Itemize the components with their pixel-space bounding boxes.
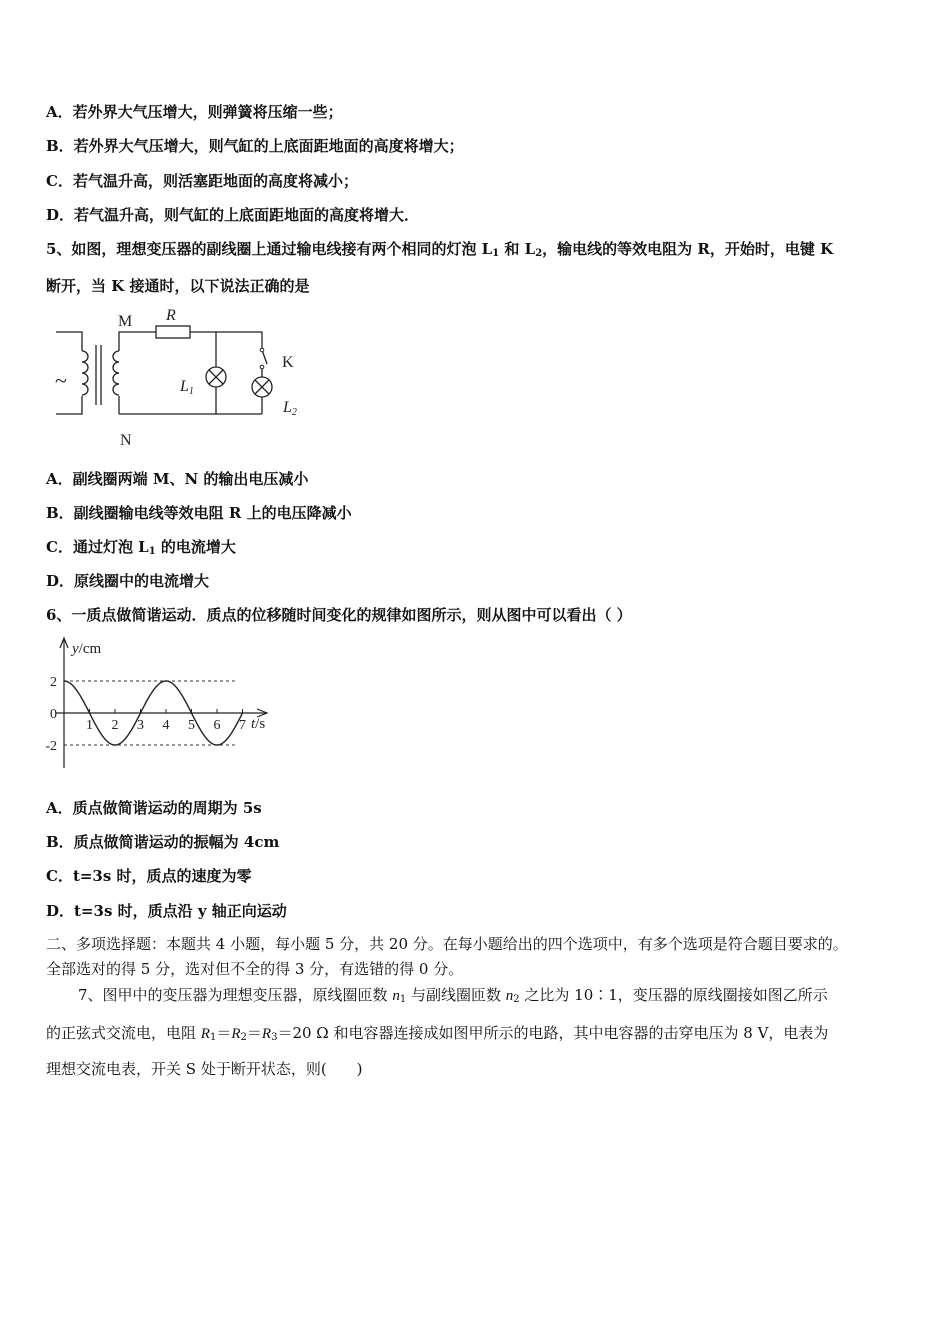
x-tick-label-6: 7 (239, 718, 246, 733)
q6-option-c: C．t=3s 时，质点的速度为零 (46, 867, 252, 885)
y-tick-label-0: 2 (50, 675, 57, 690)
q5-option-d: D．原线圈中的电流增大 (46, 572, 210, 590)
label-n: N (120, 432, 132, 449)
x-tick-label-1: 2 (111, 718, 119, 733)
label-m: M (118, 313, 133, 330)
label-k: K (282, 354, 294, 371)
q7-stem-line3: 理想交流电表，开关 S 处于断开状态，则( ) (46, 1060, 363, 1078)
q5-stem-line2: 断开，当 K 接通时，以下说法正确的是 (46, 277, 310, 295)
q4-option-d: D．若气温升高，则气缸的上底面距地面的高度将增大． (46, 206, 420, 224)
x-tick-label-5: 6 (213, 718, 221, 733)
q6-option-d: D．t=3s 时，质点沿 y 轴正向运动 (46, 902, 287, 920)
q5-option-c: C．通过灯泡 $L_1$ 的电流增大 (46, 538, 236, 557)
section2-heading-line1: 二、多项选择题：本题共 4 小题，每小题 5 分，共 20 分。在每小题给出的四个选项中，有多个选项是符合题目要求的。 (46, 935, 848, 953)
data-point (102, 735, 103, 736)
section2-heading-line2: 全部选对的得 5 分，选对但不全的得 3 分，有选错的得 0 分。 (46, 960, 464, 978)
q7-stem-line2: 的正弦式交流电，电阻 $R_1=R_2=R_3=20$ Ω 和电容器连接成如图甲所示的电路，其中电容器的击穿电压为 8 V，电表为 (46, 1024, 829, 1043)
q4-option-b: B．若外界大气压增大，则气缸的上底面距地面的高度将增大； (46, 137, 464, 155)
label-l1: L1 (180, 378, 194, 397)
transformer-circuit-figure (50, 305, 320, 455)
q5-option-a: A．副线圈两端 M、N 的输出电压减小 (46, 470, 309, 488)
q4-option-c: C．若气温升高，则活塞距地面的高度将减小； (46, 172, 358, 190)
x-tick-label-4: 5 (188, 718, 195, 733)
y-tick-label-2: -2 (45, 739, 57, 754)
q7-stem-line1: 7、图甲中的变压器为理想变压器，原线圈匝数 $n_1$ 与副线圈匝数 $n_2$ 之比为 10∶1，变压器的原线圈接如图乙所示 (78, 986, 828, 1005)
data-point (178, 690, 179, 691)
label-l2: L2 (283, 399, 297, 418)
ac-source-symbol: ~ (55, 368, 67, 393)
x-axis-label: t/s (251, 716, 266, 732)
q4-option-a: A．若外界大气压增大，则弹簧将压缩一些； (46, 103, 343, 121)
x-tick-label-3: 4 (162, 718, 170, 733)
q5-option-b: B．副线圈输电线等效电阻 R 上的电压降减小 (46, 504, 352, 522)
data-point (140, 712, 141, 713)
q6-option-b: B．质点做简谐运动的振幅为 4cm (46, 833, 280, 851)
data-point (165, 680, 166, 681)
y-axis-label: y/cm (72, 641, 102, 657)
data-point (229, 735, 230, 736)
x-tick-label-0: 1 (86, 718, 93, 733)
q6-option-a: A．质点做简谐运动的周期为 5s (46, 799, 262, 817)
label-r: R (166, 307, 176, 324)
data-point (76, 690, 77, 691)
q5-stem: 5、如图，理想变压器的副线圈上通过输电线接有两个相同的灯泡 $L_1$ 和 $L_2$，输电线的等效电阻为 R，开始时，电键 K (46, 240, 834, 259)
data-point (153, 690, 154, 691)
y-tick-label-1: 0 (50, 707, 57, 722)
data-point (204, 735, 205, 736)
data-point (191, 712, 192, 713)
data-point (114, 744, 115, 745)
q6-stem: 6、一质点做简谐运动．质点的位移随时间变化的规律如图所示，则从图中可以看出（ ） (46, 606, 632, 624)
data-point (216, 744, 217, 745)
data-point (89, 712, 90, 713)
shm-displacement-chart (40, 632, 280, 772)
x-tick-label-2: 3 (137, 718, 144, 733)
data-point (242, 712, 243, 713)
data-point (63, 680, 64, 681)
data-point (127, 735, 128, 736)
